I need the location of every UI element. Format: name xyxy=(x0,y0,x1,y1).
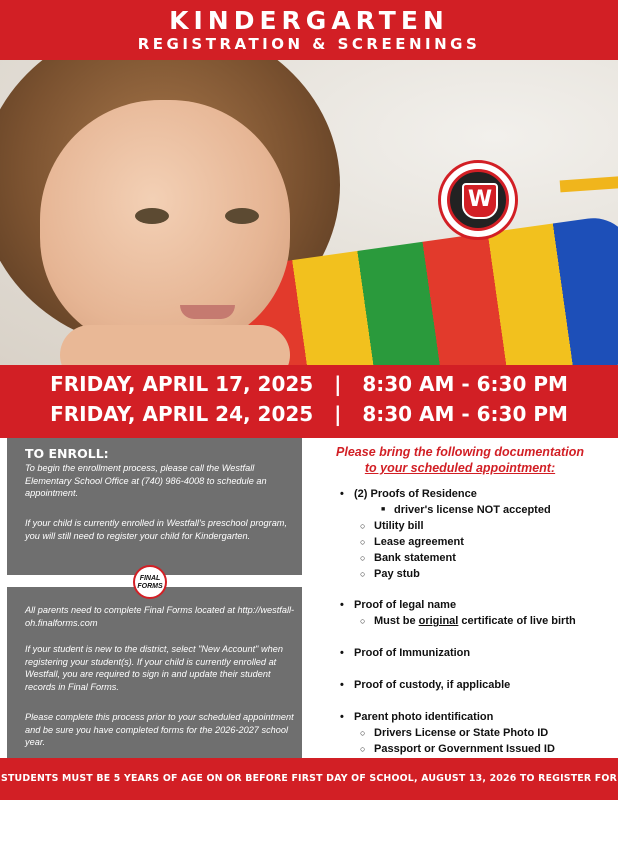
enroll-heading: TO ENROLL: xyxy=(25,446,109,461)
photo-eye-right xyxy=(225,208,259,224)
logo-shield: W xyxy=(462,183,498,219)
date-line-1 xyxy=(0,372,618,396)
birth-cert-post: certificate of live birth xyxy=(458,615,576,627)
documentation-panel xyxy=(310,438,618,758)
enroll-paragraph-4: If your student is new to the district, select "New Account" when registering your student(s). If your child is currently enrolled at Westfall, you are required to sign in and update their student records in Final Forms. xyxy=(25,644,283,692)
header-banner xyxy=(0,0,618,60)
birth-cert-original: original xyxy=(418,615,459,627)
enroll-paragraph-1: To begin the enrollment process, please call the Westfall Elementary School Office at (740) 986-4008 to schedule an appointment. xyxy=(25,463,267,498)
doc-subitem: ○ Bank statement xyxy=(374,552,456,564)
enroll-paragraph-3: All parents need to complete Final Forms located at http://westfall-oh.finalforms.com xyxy=(25,605,295,628)
doc-item-legal-name: • Proof of legal name xyxy=(354,599,456,611)
photo-hands xyxy=(60,325,290,365)
doc-subitem-birth-certificate xyxy=(374,615,576,627)
docs-heading-2: to your scheduled appointment: xyxy=(364,461,556,475)
doc-subitem: ○ Pay stub xyxy=(374,568,420,580)
date-1-day: FRIDAY, APRIL 17, 2025 xyxy=(50,372,314,396)
final-forms-logo xyxy=(133,565,167,599)
doc-subitem: ○ Utility bill xyxy=(374,520,424,532)
doc-subitem: ○ Drivers License or State Photo ID xyxy=(374,727,548,739)
docs-heading-1: Please bring the following documentation xyxy=(336,445,584,459)
doc-item-immunization: • Proof of Immunization xyxy=(354,647,470,659)
enroll-panel xyxy=(7,438,302,758)
doc-subitem: ○ Lease agreement xyxy=(374,536,464,548)
date-separator: | xyxy=(320,402,356,426)
dates-banner xyxy=(0,365,618,438)
enroll-paragraph-2: If your child is currently enrolled in Westfall's preschool program, you will still need to register your child for Kindergarten. xyxy=(25,518,288,541)
date-separator: | xyxy=(320,372,356,396)
footer-banner: STUDENTS MUST BE 5 YEARS OF AGE ON OR BEFORE FIRST DAY OF SCHOOL, AUGUST 13, 2026 TO REGISTER FOR KINDERGARTEN xyxy=(0,758,618,800)
photo-mouth xyxy=(180,305,235,319)
school-logo xyxy=(438,160,518,240)
page-title: KINDERGARTEN xyxy=(169,6,449,35)
final-forms-logo-text: FINAL FORMS xyxy=(137,575,163,590)
doc-item-photo-id: • Parent photo identification xyxy=(354,711,493,723)
doc-item-custody: • Proof of custody, if applicable xyxy=(354,679,510,691)
photo-eye-left xyxy=(135,208,169,224)
enroll-paragraph-5: Please complete this process prior to your scheduled appointment and be sure you have completed forms for the 2026-2027 school year. xyxy=(25,712,294,747)
date-line-2 xyxy=(0,402,618,426)
date-2-time: 8:30 AM - 6:30 PM xyxy=(362,402,568,426)
birth-cert-pre: Must be xyxy=(374,615,419,627)
date-1-time: 8:30 AM - 6:30 PM xyxy=(362,372,568,396)
page-subtitle: REGISTRATION & SCREENINGS xyxy=(137,35,481,53)
date-2-day: FRIDAY, APRIL 24, 2025 xyxy=(50,402,314,426)
doc-subnote-license: ■ driver's license NOT accepted xyxy=(394,504,551,516)
photo-yellow-bar xyxy=(560,176,618,193)
hero-photo xyxy=(0,60,618,365)
photo-face xyxy=(40,100,290,350)
doc-subitem: ○ Passport or Government Issued ID xyxy=(374,743,555,755)
doc-item-residence: • (2) Proofs of Residence xyxy=(354,488,477,500)
